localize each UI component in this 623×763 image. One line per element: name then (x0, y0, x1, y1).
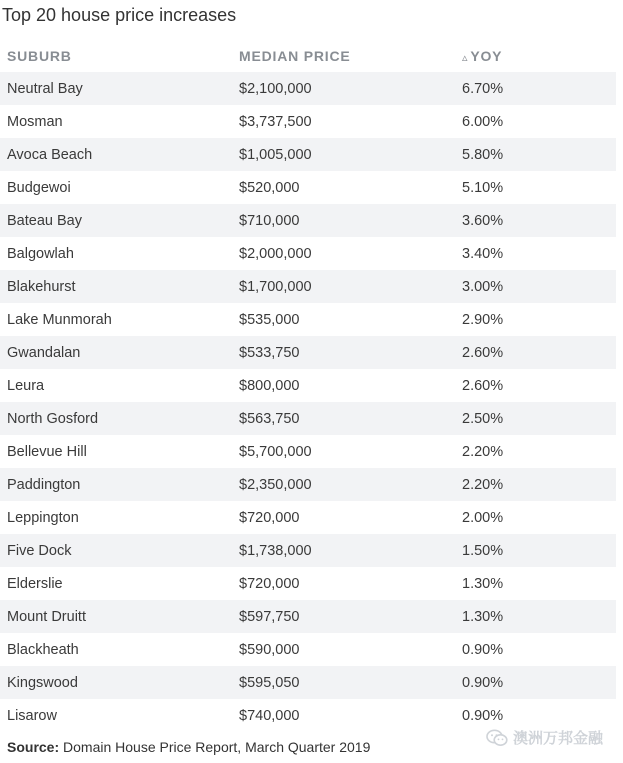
wechat-icon (486, 729, 508, 747)
table-row (0, 501, 616, 534)
cell-median-price: $535,000 (239, 311, 300, 328)
source-label: Source: (7, 739, 60, 755)
cell-suburb: Blackheath (7, 641, 79, 658)
table-row (0, 72, 616, 105)
cell-median-price: $1,738,000 (239, 542, 312, 559)
header-yoy (455, 48, 616, 64)
source-text: Domain House Price Report, March Quarter 2019 (59, 739, 371, 755)
table-row (0, 633, 616, 666)
cell-yoy: 3.40% (462, 245, 504, 262)
cell-median-price: $1,700,000 (239, 278, 312, 295)
cell-yoy: 3.60% (462, 212, 504, 229)
cell-median-price: $2,100,000 (239, 80, 312, 97)
table-row (0, 567, 616, 600)
cell-yoy: 5.80% (462, 146, 504, 163)
header-yoy-label: YOY (470, 48, 503, 64)
cell-yoy: 5.10% (462, 179, 504, 196)
cell-suburb: Bellevue Hill (7, 443, 87, 460)
cell-yoy: 1.30% (462, 575, 504, 592)
cell-suburb: Leppington (7, 509, 79, 526)
table-row (0, 138, 616, 171)
price-table (0, 40, 616, 732)
header-suburb: SUBURB (7, 48, 72, 64)
cell-median-price: $595,050 (239, 674, 300, 691)
cell-suburb: Lake Munmorah (7, 311, 112, 328)
cell-yoy: 2.90% (462, 311, 504, 328)
cell-yoy: 2.60% (462, 377, 504, 394)
cell-suburb: North Gosford (7, 410, 99, 427)
table-row (0, 204, 616, 237)
table-row (0, 468, 616, 501)
cell-median-price: $720,000 (239, 509, 300, 526)
cell-suburb: Leura (7, 377, 45, 394)
cell-median-price: $710,000 (239, 212, 300, 229)
watermark (486, 727, 603, 748)
cell-suburb: Gwandalan (7, 344, 81, 361)
table-row (0, 270, 616, 303)
watermark-text: 澳洲万邦金融 (513, 730, 604, 747)
cell-median-price: $800,000 (239, 377, 300, 394)
table-row (0, 171, 616, 204)
table-body (0, 72, 616, 732)
table-row (0, 237, 616, 270)
table-row (0, 534, 616, 567)
cell-median-price: $5,700,000 (239, 443, 312, 460)
cell-yoy: 2.00% (462, 509, 504, 526)
cell-median-price: $720,000 (239, 575, 300, 592)
cell-median-price: $2,000,000 (239, 245, 312, 262)
table-row (0, 435, 616, 468)
cell-yoy: 1.50% (462, 542, 504, 559)
cell-median-price: $3,737,500 (239, 113, 312, 130)
cell-yoy: 2.50% (462, 410, 504, 427)
cell-yoy: 2.20% (462, 476, 504, 493)
table-row (0, 666, 616, 699)
table-header (0, 40, 616, 72)
cell-yoy: 1.30% (462, 608, 504, 625)
cell-yoy: 2.20% (462, 443, 504, 460)
cell-median-price: $563,750 (239, 410, 300, 427)
page-title: Top 20 house price increases (2, 5, 237, 25)
cell-suburb: Bateau Bay (7, 212, 82, 229)
cell-yoy: 2.60% (462, 344, 504, 361)
table-row (0, 369, 616, 402)
cell-suburb: Kingswood (7, 674, 78, 691)
table-row (0, 303, 616, 336)
cell-median-price: $597,750 (239, 608, 300, 625)
cell-suburb: Budgewoi (7, 179, 71, 196)
cell-suburb: Elderslie (7, 575, 63, 592)
cell-median-price: $740,000 (239, 707, 300, 724)
cell-median-price: $1,005,000 (239, 146, 312, 163)
cell-yoy: 0.90% (462, 707, 504, 724)
cell-suburb: Lisarow (7, 707, 57, 724)
table-row (0, 105, 616, 138)
cell-suburb: Mount Druitt (7, 608, 86, 625)
cell-yoy: 0.90% (462, 641, 504, 658)
cell-median-price: $590,000 (239, 641, 300, 658)
cell-suburb: Paddington (7, 476, 81, 493)
header-median-price: MEDIAN PRICE (239, 48, 351, 64)
cell-suburb: Neutral Bay (7, 80, 83, 97)
cell-median-price: $533,750 (239, 344, 300, 361)
table-row (0, 600, 616, 633)
cell-yoy: 6.70% (462, 80, 504, 97)
cell-suburb: Five Dock (7, 542, 72, 559)
source-note (7, 739, 370, 755)
cell-suburb: Avoca Beach (7, 146, 93, 163)
cell-median-price: $520,000 (239, 179, 300, 196)
table-row (0, 336, 616, 369)
cell-median-price: $2,350,000 (239, 476, 312, 493)
delta-icon: ▵ (462, 52, 469, 64)
table-row (0, 402, 616, 435)
cell-suburb: Balgowlah (7, 245, 74, 262)
cell-yoy: 0.90% (462, 674, 504, 691)
cell-suburb: Blakehurst (7, 278, 76, 295)
cell-yoy: 3.00% (462, 278, 504, 295)
cell-suburb: Mosman (7, 113, 63, 130)
cell-yoy: 6.00% (462, 113, 504, 130)
